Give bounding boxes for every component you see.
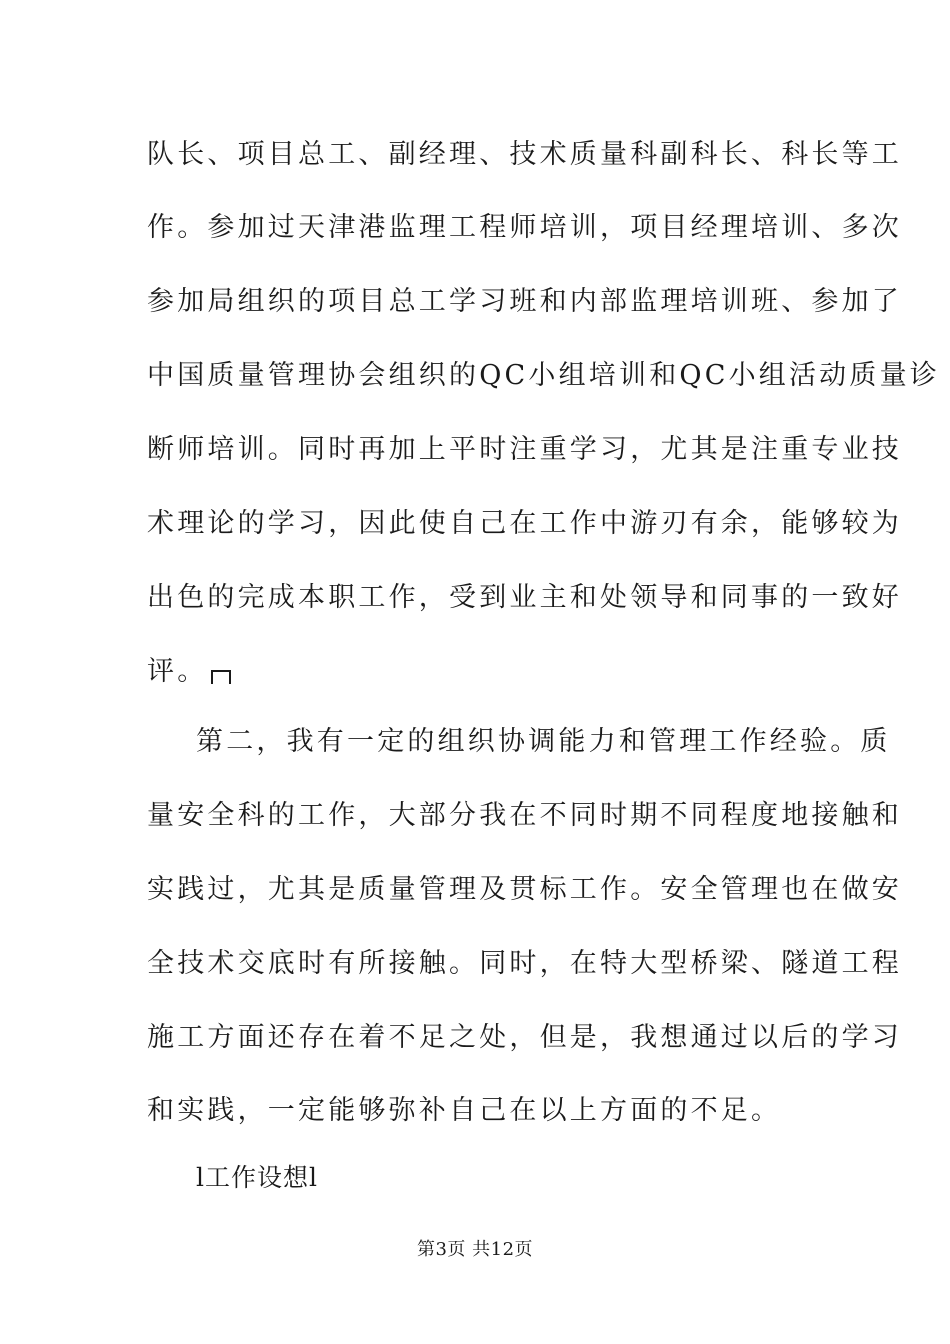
paragraph-line: 量安全科的工作，大部分我在不同时期不同程度地接触和: [147, 800, 902, 831]
paragraph-line: 施工方面还存在着不足之处，但是，我想通过以后的学习: [147, 1022, 902, 1053]
paragraph-line: 和实践，一定能够弥补自己在以上方面的不足。: [147, 1095, 782, 1126]
paragraph-line: 中国质量管理协会组织的QC小组培训和QC小组活动质量诊: [147, 360, 940, 391]
paragraph-line: 第二，我有一定的组织协调能力和管理工作经验。质: [196, 726, 891, 757]
paragraph-line: 术理论的学习，因此使自己在工作中游刃有余，能够较为: [147, 508, 902, 539]
paragraph-line: 作。参加过天津港监理工程师培训，项目经理培训、多次: [147, 212, 902, 243]
paragraph-line: 断师培训。同时再加上平时注重学习，尤其是注重专业技: [147, 434, 902, 465]
paragraph-line: 出色的完成本职工作，受到业主和处领导和同事的一致好: [147, 582, 902, 613]
paragraph-line: 实践过，尤其是质量管理及贯标工作。安全管理也在做安: [147, 874, 902, 905]
paragraph-line: 参加局组织的项目总工学习班和内部监理培训班、参加了: [147, 286, 902, 317]
section-heading: l工作设想l: [196, 1163, 318, 1192]
page-number-footer: 第3页 共12页: [416, 1239, 534, 1260]
paragraph-line-text: 评。: [147, 656, 208, 687]
paragraph-last-line: [147, 652, 807, 692]
paragraph-line: 全技术交底时有所接触。同时，在特大型桥梁、隧道工程: [147, 948, 902, 979]
paragraph-line: 队长、项目总工、副经理、技术质量科副科长、科长等工: [147, 139, 902, 170]
insertion-mark-icon: [211, 670, 231, 684]
